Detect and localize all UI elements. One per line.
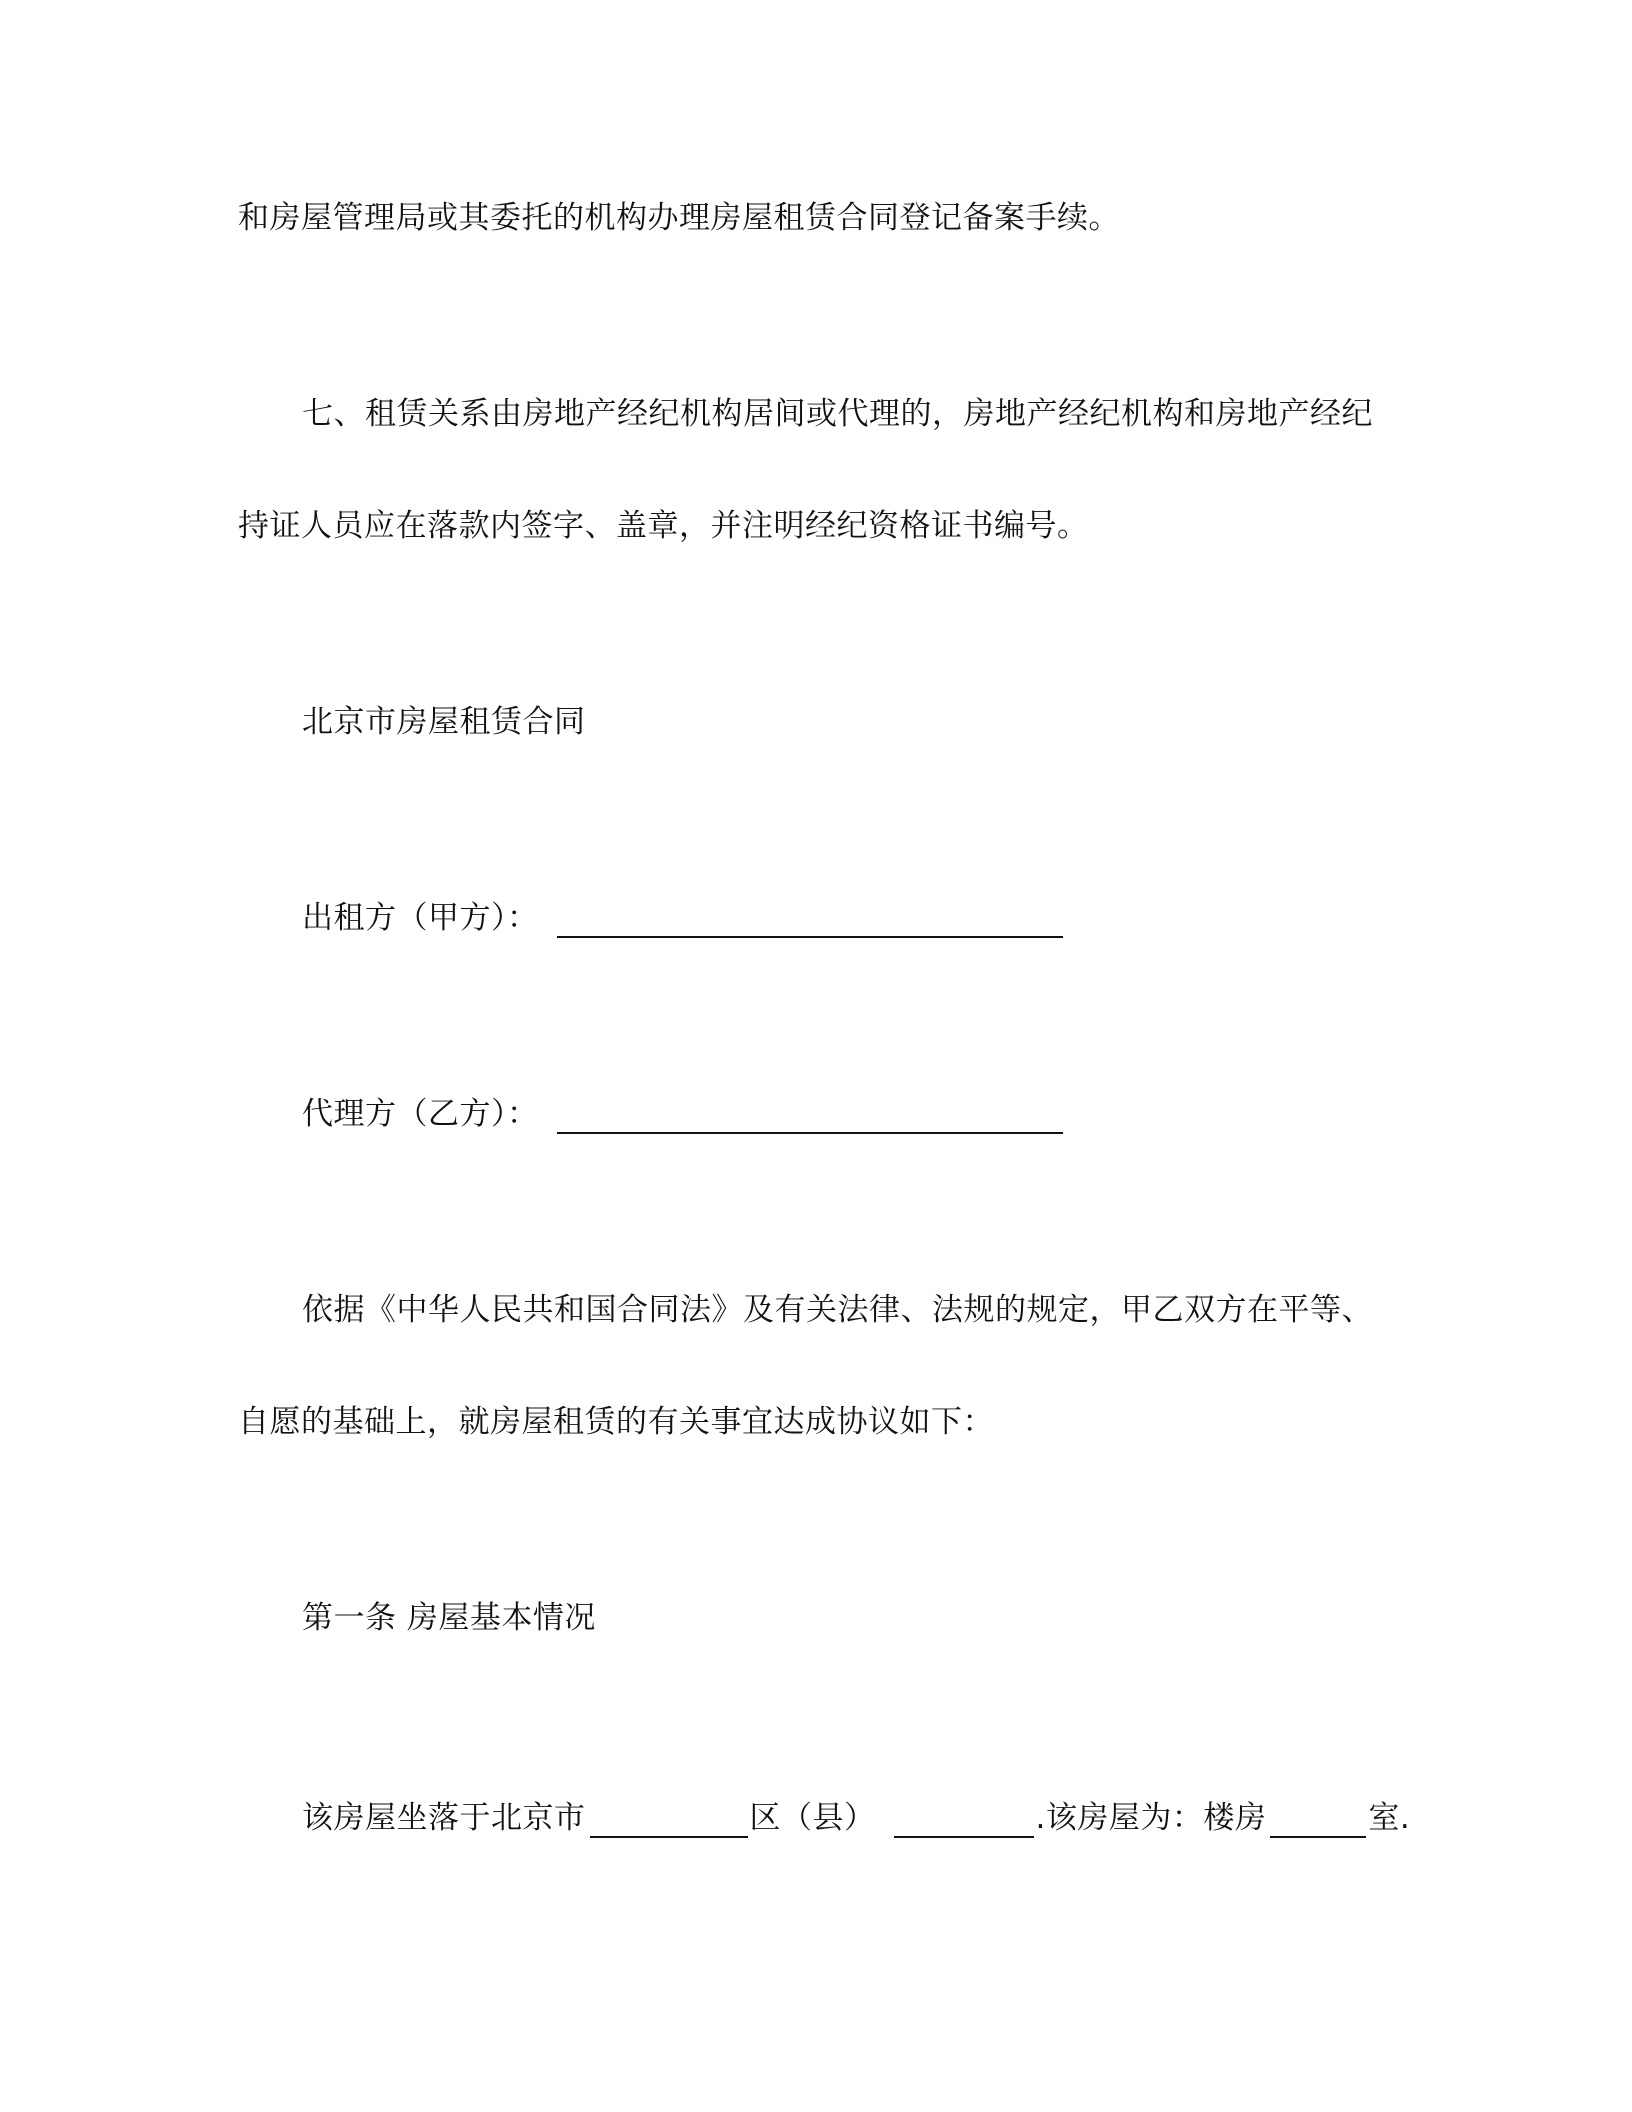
party-a-blank-line[interactable] xyxy=(557,902,1063,938)
room-blank-line[interactable] xyxy=(1270,1802,1366,1838)
district-label: 区（县） xyxy=(749,1800,876,1836)
party-a-label: 出租方（甲方）： xyxy=(302,900,539,936)
paragraph-basis-line-1: 依据《中华人民共和国合同法》及有关法律、法规的规定，甲乙双方在平等、 xyxy=(302,1292,1373,1328)
paragraph-basis-line-2: 自愿的基础上，就房屋租赁的有关事宜达成协议如下： xyxy=(238,1404,994,1440)
paragraph-clause-seven-line-2: 持证人员应在落款内签字、盖章，并注明经纪资格证书编号。 xyxy=(238,508,1089,544)
party-b-label: 代理方（乙方）： xyxy=(302,1096,539,1132)
party-b-field-row xyxy=(302,1094,1063,1134)
article-one-heading: 第一条 房屋基本情况 xyxy=(302,1600,596,1636)
room-label: 室 xyxy=(1368,1800,1400,1836)
location-field-row xyxy=(302,1798,1410,1838)
paragraph-registration-continued: 和房屋管理局或其委托的机构办理房屋租赁合同登记备案手续。 xyxy=(238,200,1120,236)
room-trailing-mark: . xyxy=(1399,1800,1411,1836)
party-a-field-row xyxy=(302,898,1063,938)
contract-title: 北京市房屋租赁合同 xyxy=(302,704,586,740)
party-b-blank-line[interactable] xyxy=(557,1098,1063,1134)
paragraph-clause-seven-line-1: 七、租赁关系由房地产经纪机构居间或代理的，房地产经纪机构和房地产经纪 xyxy=(302,396,1373,432)
location-prefix: 该房屋坐落于北京市 xyxy=(302,1800,586,1836)
county-blank-line[interactable] xyxy=(894,1802,1034,1838)
district-blank-line[interactable] xyxy=(590,1802,748,1838)
building-label: .该房屋为：楼房 xyxy=(1035,1800,1267,1836)
